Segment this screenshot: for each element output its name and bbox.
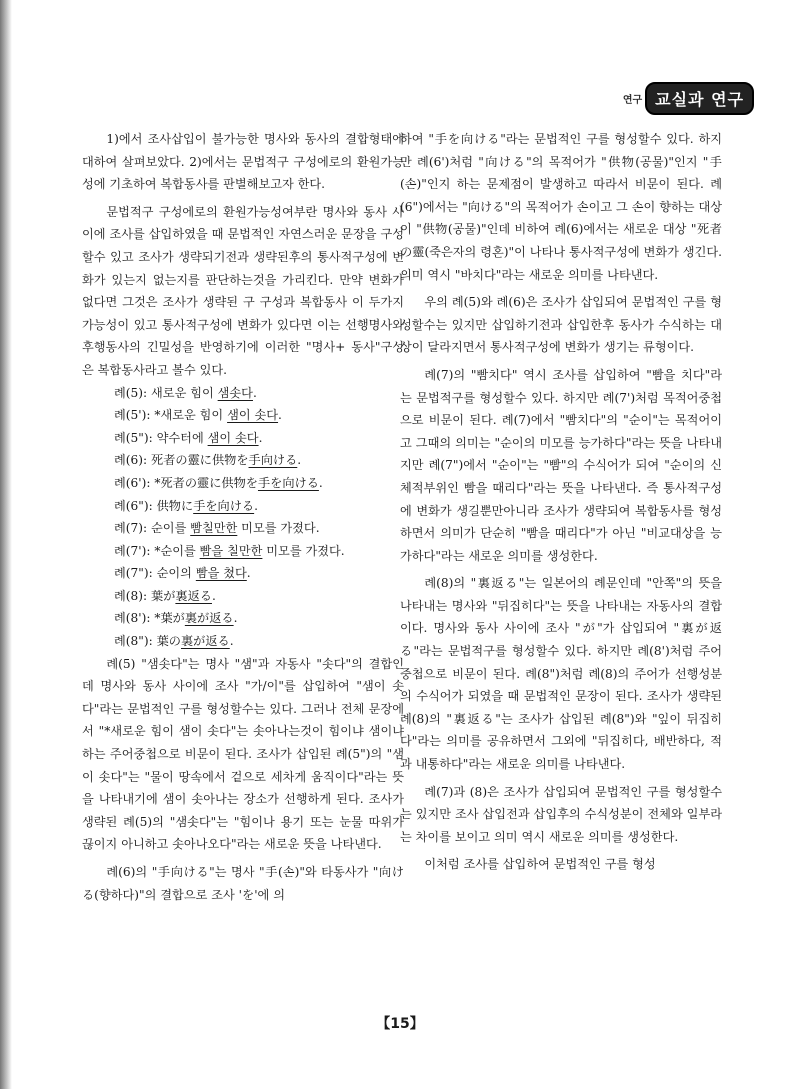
left-paragraph-4: 례(6)의 "手向ける"는 명사 "手(손)"와 타동사가 "向ける(향하다)"의 결합으로 조사 'を'에 의 (82, 865, 404, 902)
example-8-prime: 례(8'): *葉が裏が返る. (114, 611, 238, 626)
header-badge-title: 교실과 연구 (645, 82, 754, 115)
example-5-double-prime: 례(5"): 약수터에 샘이 솟다. (114, 430, 263, 445)
example-8: 례(8): 葉が裏返る. (114, 588, 216, 603)
right-paragraph-3: 례(7)의 "빰치다" 역시 조사를 삽입하여 "빰을 치다"라는 문법적구를 형성할수 있다. 하지만 례(7')처럼 목적어중첩으로 비문이 된다. 례(7)에서 "빰치다"의 "순이"는 목적어이고 그때의 의미는 "순이의 미모를 능가하다"라는 뜻을 나타내지만 례(7")에서 "순이"는 "빰"의 수식어가 되여 "순이의 신체적부위인 빰을 때리다"라는 뜻을 나타낸다. 즉 통사적구성에 변화가 생길뿐만아니라 조사가 생략되여 복합동사를 형성하면서 의미가 단순히 "빰을 때리다"가 아닌 "비교대상을 능가하다"라는 새로운 의미를 생성한다. (400, 367, 722, 563)
header-badge-deco: 연구 (622, 95, 643, 106)
example-7-double-prime: 례(7"): 순이의 빰을 쳤다. (114, 566, 251, 581)
left-paragraph-3: 례(5) "샘솟다"는 명사 "샘"과 자동사 "솟다"의 결합인데 명사와 동사 사이에 조사 "가/이"를 삽입하여 "샘이 솟다"라는 문법적인 구를 형성할수는 있다. 그러나 전체 문장에서 "*새로운 힘이 샘이 솟다"는 솟아나는것이 힘이냐 샘이냐하는 주어중첩으로 비문이 된다. 조사가 삽입된 례(5")의 "샘이 솟다"는 "물이 땅속에서 겉으로 세차게 움직이다"라는 뜻을 나타내기에 샘이 솟아나는 장소가 선행하게 된다. 조사가 생략된 례(5)의 "샘솟다"는 "힘이나 용기 또는 눈물 따위가 끊이지 아니하고 솟아나오다"라는 새로운 뜻을 나타낸다. (82, 656, 404, 852)
section-header-badge (623, 82, 754, 115)
page-edge-shadow (0, 0, 12, 1089)
right-paragraph-1: 하여 "手を向ける"라는 문법적인 구를 형성할수 있다. 하지만 례(6')처럼 "向ける"의 목적어가 "供物(공물)"인지 "手(손)"인지 하는 문제점이 발생하고 따라서 비문이 된다. 례(6")에서는 "向ける"의 목적어가 손이고 그 손이 향하는 대상이 "供物(공물)"인데 비하여 례(6)에서는 새로운 대상 "死者の靈(죽은자의 령혼)"이 나타나 통사적구성에 변화가 생긴다. 의미 역시 "바치다"라는 새로운 의미를 나타낸다. (400, 132, 722, 282)
example-5: 례(5): 새로운 힘이 샘솟다. (114, 385, 257, 400)
example-8-double-prime: 례(8"): 葉の裏が返る. (114, 634, 234, 649)
example-5-prime: 례(5'): *새로운 힘이 샘이 솟다. (114, 408, 282, 423)
example-6-prime: 례(6'): *死者の靈に供物を手を向ける. (114, 475, 323, 490)
example-7-prime: 례(7'): *순이를 빰을 칠만한 미모를 가졌다. (114, 543, 345, 558)
right-paragraph-2: 우의 례(5)와 례(6)은 조사가 삽입되여 문법적인 구를 형성할수는 있지만 삽입하기전과 삽입한후 동사가 수식하는 대상이 달라지면서 통사적구성에 변화가 생기는 류형이다. (400, 295, 722, 355)
example-7: 례(7): 순이를 빰칠만한 미모를 가졌다. (114, 521, 320, 536)
left-paragraph-1: 1)에서 조사삽입이 불가능한 명사와 동사의 결합형태에 대하여 살펴보았다. 2)에서는 문법적구 구성에로의 환원가능성에 기초하여 복합동사를 판별해보고자 한다. (82, 132, 404, 192)
right-paragraph-4: 례(8)의 "裏返る"는 일본어의 례문인데 "안쪽"의 뜻을 나타내는 명사와 "뒤집히다"는 뜻을 나타내는 자동사의 결합이다. 명사와 동사 사이에 조사 "が"가 삽입되여 "裏が返る"라는 문법적구를 형성할수 있다. 하지만 례(8')처럼 주어중첩으로 비문이 된다. 례(8")처럼 례(8)의 주어가 선행성분의 수식어가 되였을 때 문법적인 문장이 된다. 조사가 생략된 례(8)의 "裏返る"는 조사가 삽입된 례(8")와 "잎이 뒤집히다"라는 의미를 공유하면서 그외에 "뒤집히다, 배반하다, 적과 내통하다"라는 새로운 의미를 나타낸다. (400, 576, 722, 772)
right-column (400, 128, 722, 876)
right-paragraph-5: 례(7)과 (8)은 조사가 삽입되여 문법적인 구를 형성할수는 있지만 조사 삽입전과 삽입후의 수식성분이 전체와 일부라는 차이를 보이고 의미 역시 새로운 의미를 생성한다. (400, 784, 722, 844)
right-paragraph-6: 이처럼 조사를 삽입하여 문법적인 구를 형성 (424, 857, 656, 872)
example-6: 례(6): 死者の靈に供物を手向ける. (114, 453, 302, 468)
example-list (82, 382, 404, 653)
example-6-double-prime: 례(6"): 供物に手を向ける. (114, 498, 258, 513)
left-paragraph-2: 문법적구 구성에로의 환원가능성여부란 명사와 동사 사이에 조사를 삽입하였을 때 문법적인 자연스러운 문장을 구성할수 있고 조사가 생략되기전과 생략된후의 통사적구성에 변화가 있는지 없는지를 판단하는것을 가리킨다. 만약 변화가 없다면 그것은 조사가 생략된 구 구성과 복합동사 이 두가지 가능성이 있고 통사적구성에 변화가 있다면 이는 선행명사와 후행동사의 긴밀성을 반영하기에 이러한 "명사+ 동사"구성은 복합동사라고 볼수 있다. (82, 204, 404, 377)
page-number: 【15】 (376, 1016, 424, 1032)
left-column (82, 128, 404, 906)
